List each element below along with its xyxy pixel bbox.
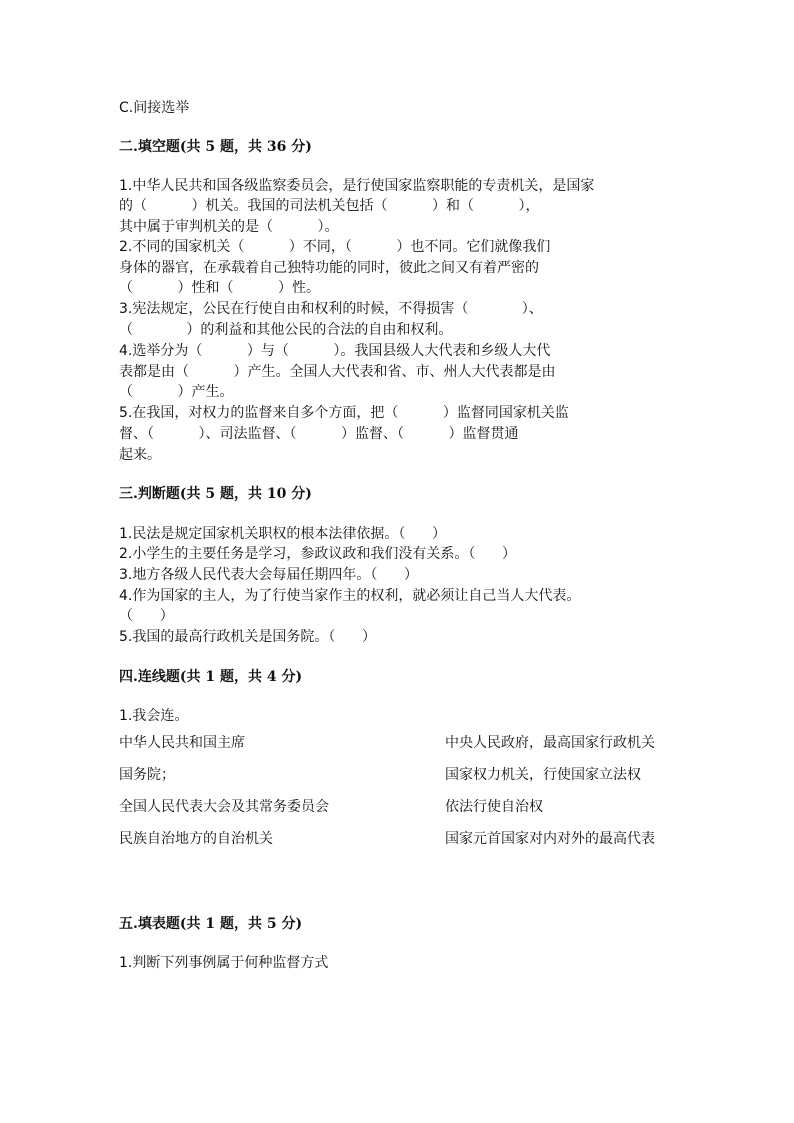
text-line: 2.小学生的主要任务是学习，参政议政和我们没有关系。（ ） (119, 546, 517, 562)
match-right-item: 依法行使自治权 (445, 799, 543, 815)
question-text: 1.我会连。 (119, 708, 189, 724)
match-right-item: 国家元首国家对内对外的最高代表 (445, 831, 655, 847)
section-3-title: 三.判断题(共 5 题，共 10 分) (119, 486, 312, 502)
match-right-item: 中央人民政府，最高国家行政机关 (445, 735, 655, 751)
text-line: 1.民法是规定国家机关职权的根本法律依据。（ ） (119, 526, 447, 542)
text-line: （ ）产生。 (119, 384, 234, 400)
text-line: （ ）性和（ ）性。 (119, 280, 321, 296)
text-line: 的（ ）机关。我国的司法机关包括（ ）和（ ）， (119, 198, 540, 214)
option-c: C.间接选举 (119, 100, 190, 116)
text-line: 身体的器官，在承载着自己独特功能的同时，彼此之间又有着严密的 (119, 260, 539, 276)
text-line: 其中属于审判机关的是（ ）。 (119, 219, 339, 235)
text-line: （ ）的利益和其他公民的合法的自由和权利。 (119, 322, 453, 338)
text-line: 4.作为国家的主人，为了行使当家作主的权利，就必须让自己当人大代表。 (119, 588, 581, 604)
text-line: （ ） (119, 608, 174, 624)
question-text: 1.判断下列事例属于何种监督方式 (119, 955, 329, 971)
text-line: 1.中华人民共和国各级监察委员会，是行使国家监察职能的专责机关，是国家 (119, 178, 595, 194)
match-right-item: 国家权力机关，行使国家立法权 (445, 767, 641, 783)
match-left-item: 全国人民代表大会及其常务委员会 (119, 799, 329, 815)
text-line: 表都是由（ ）产生。全国人大代表和省、市、州人大代表都是由 (119, 364, 556, 380)
section-2-title: 二.填空题(共 5 题，共 36 分) (119, 139, 312, 155)
section-5-title: 五.填表题(共 1 题，共 5 分) (119, 916, 303, 932)
text-line: 起来。 (119, 447, 161, 463)
match-left-item: 民族自治地方的自治机关 (119, 831, 273, 847)
text-line: 督、（ ）、司法监督、（ ）监督、（ ）监督贯通 (119, 426, 519, 442)
text-line: 5.我国的最高行政机关是国务院。（ ） (119, 629, 377, 645)
match-left-item: 国务院； (119, 767, 175, 783)
match-left-item: 中华人民共和国主席 (119, 735, 245, 751)
text-line: 4.选举分为（ ）与（ ）。我国县级人大代表和乡级人大代 (119, 343, 551, 359)
text-line: 2.不同的国家机关（ ）不同，（ ）也不同。它们就像我们 (119, 239, 551, 255)
section-4-title: 四.连线题(共 1 题，共 4 分) (119, 669, 303, 685)
text-line: 5.在我国，对权力的监督来自多个方面，把（ ）监督同国家机关监 (119, 405, 569, 421)
text-line: 3.宪法规定，公民在行使自由和权利的时候，不得损害（ ）、 (119, 301, 543, 317)
text-line: 3.地方各级人民代表大会每届任期四年。（ ） (119, 567, 419, 583)
